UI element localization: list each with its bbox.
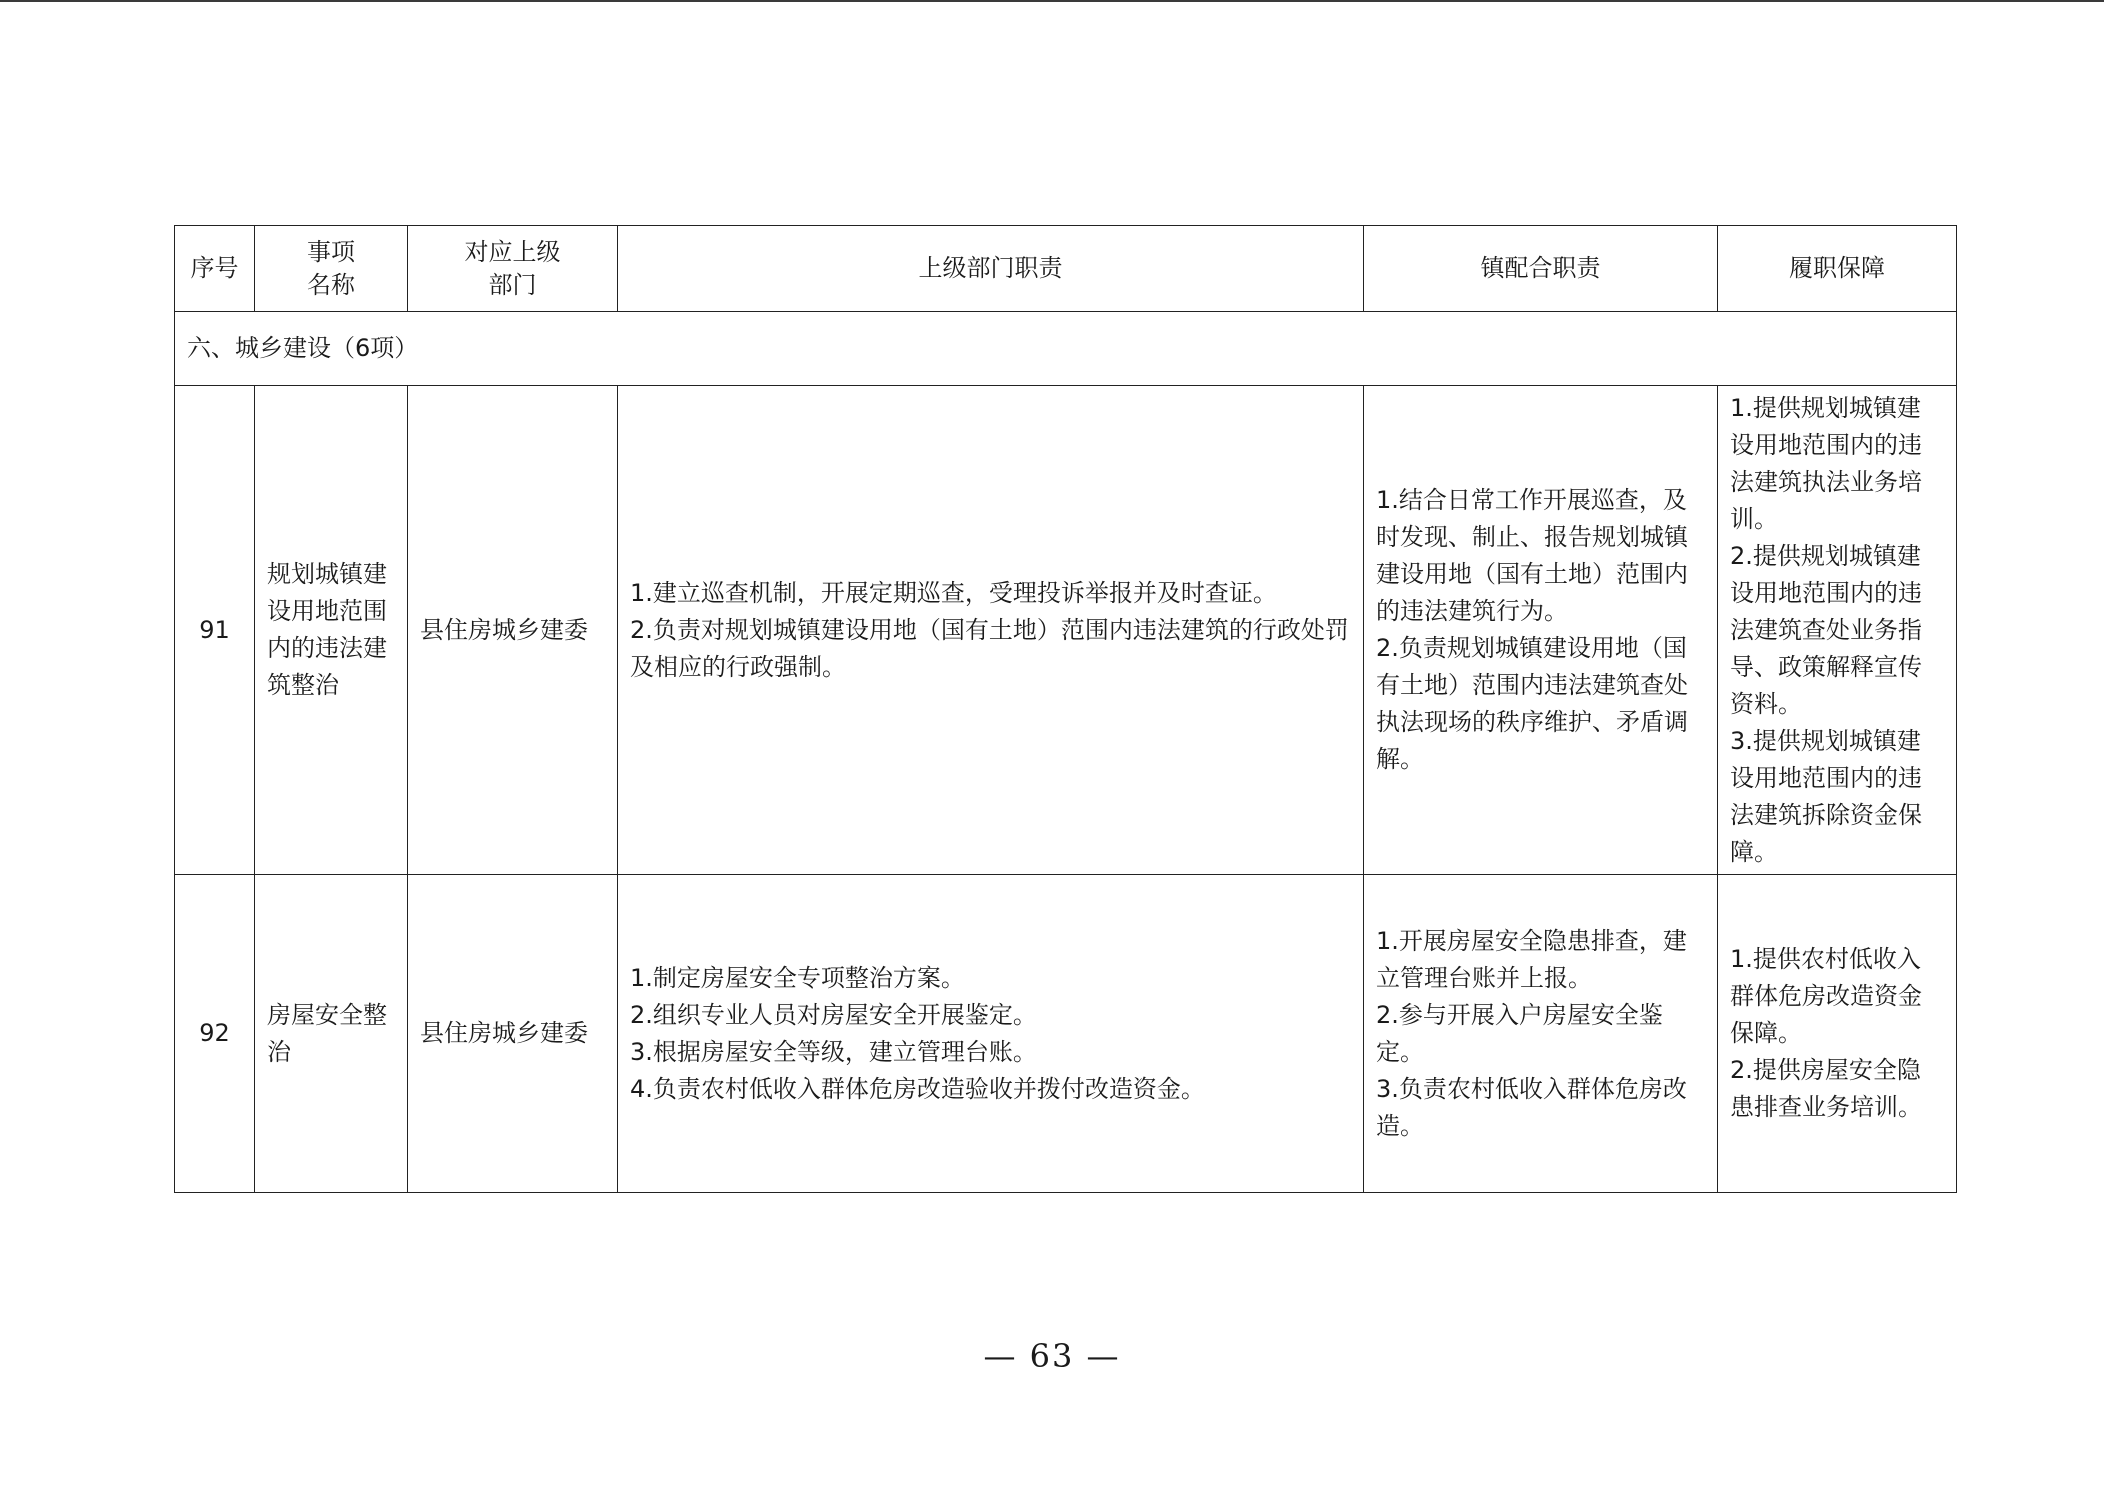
page-top-rule <box>0 0 2104 2</box>
item-name: 房屋安全整治 <box>255 875 408 1193</box>
table-header-row <box>175 226 1957 312</box>
header-cell-num <box>175 226 255 312</box>
guarantee-cell <box>1718 386 1957 875</box>
header-num-label: 序号 <box>190 254 239 282</box>
guarantee-item: 2.提供规划城镇建设用地范围内的违法建筑查处业务指导、政策解释宣传资料。 <box>1730 541 1922 718</box>
table-row <box>175 386 1957 875</box>
town-duty-item: 1.结合日常工作开展巡查，及时发现、制止、报告规划城镇建设用地（国有土地）范围内的违法建筑行为。 <box>1376 486 1688 625</box>
header-guarantee-label: 履职保障 <box>1789 254 1885 282</box>
upper-department: 县住房城乡建委 <box>408 875 618 1193</box>
upper-department: 县住房城乡建委 <box>408 386 618 875</box>
guarantee-item: 2.提供房屋安全隐患排查业务培训。 <box>1730 1056 1922 1121</box>
header-dept-label-line-2: 部门 <box>488 270 537 299</box>
header-dept-label-line-1: 对应上级 <box>464 237 561 266</box>
town-duty-cell <box>1364 386 1718 875</box>
section-row <box>175 312 1957 386</box>
upper-duty-item: 2.负责对规划城镇建设用地（国有土地）范围内违法建筑的行政处罚及相应的行政强制。 <box>630 615 1349 681</box>
upper-duty-cell <box>618 386 1364 875</box>
row-number: 91 <box>175 386 255 875</box>
header-cell-town-duty <box>1364 226 1718 312</box>
header-item-label-line-2: 名称 <box>307 270 355 299</box>
header-town-duty-label: 镇配合职责 <box>1480 254 1601 282</box>
header-item-label-line-1: 事项 <box>307 237 355 266</box>
header-cell-guarantee <box>1718 226 1957 312</box>
town-duty-item: 2.负责规划城镇建设用地（国有土地）范围内违法建筑查处执法现场的秩序维护、矛盾调解。 <box>1376 634 1688 773</box>
upper-duty-item: 2.组织专业人员对房屋安全开展鉴定。 <box>630 1000 1037 1029</box>
guarantee-item: 1.提供农村低收入群体危房改造资金保障。 <box>1730 945 1922 1047</box>
page-number: — 63 — <box>983 1337 1121 1375</box>
header-cell-upper-duty <box>618 226 1364 312</box>
item-name: 规划城镇建设用地范围内的违法建筑整治 <box>255 386 408 875</box>
row-number: 92 <box>175 875 255 1193</box>
upper-duty-cell <box>618 875 1364 1193</box>
town-duty-item: 3.负责农村低收入群体危房改造。 <box>1376 1074 1687 1140</box>
upper-duty-item: 4.负责农村低收入群体危房改造验收并拨付改造资金。 <box>630 1074 1205 1103</box>
guarantee-cell <box>1718 875 1957 1193</box>
upper-duty-item: 1.建立巡查机制，开展定期巡查，受理投诉举报并及时查证。 <box>630 578 1277 607</box>
town-duty-item: 2.参与开展入户房屋安全鉴定。 <box>1376 1000 1663 1066</box>
table-row <box>175 875 1957 1193</box>
town-duty-item: 1.开展房屋安全隐患排查，建立管理台账并上报。 <box>1376 926 1687 992</box>
guarantee-item: 3.提供规划城镇建设用地范围内的违法建筑拆除资金保障。 <box>1730 726 1922 866</box>
guarantee-item: 1.提供规划城镇建设用地范围内的违法建筑执法业务培训。 <box>1730 393 1922 533</box>
section-title: 六、城乡建设（6项） <box>175 312 1957 386</box>
upper-duty-item: 3.根据房屋安全等级，建立管理台账。 <box>630 1037 1037 1066</box>
header-upper-duty-label: 上级部门职责 <box>918 254 1063 282</box>
header-cell-item <box>255 226 408 312</box>
header-cell-dept <box>408 226 618 312</box>
town-duty-cell <box>1364 875 1718 1193</box>
duty-table <box>174 225 1957 1193</box>
upper-duty-item: 1.制定房屋安全专项整治方案。 <box>630 963 965 992</box>
